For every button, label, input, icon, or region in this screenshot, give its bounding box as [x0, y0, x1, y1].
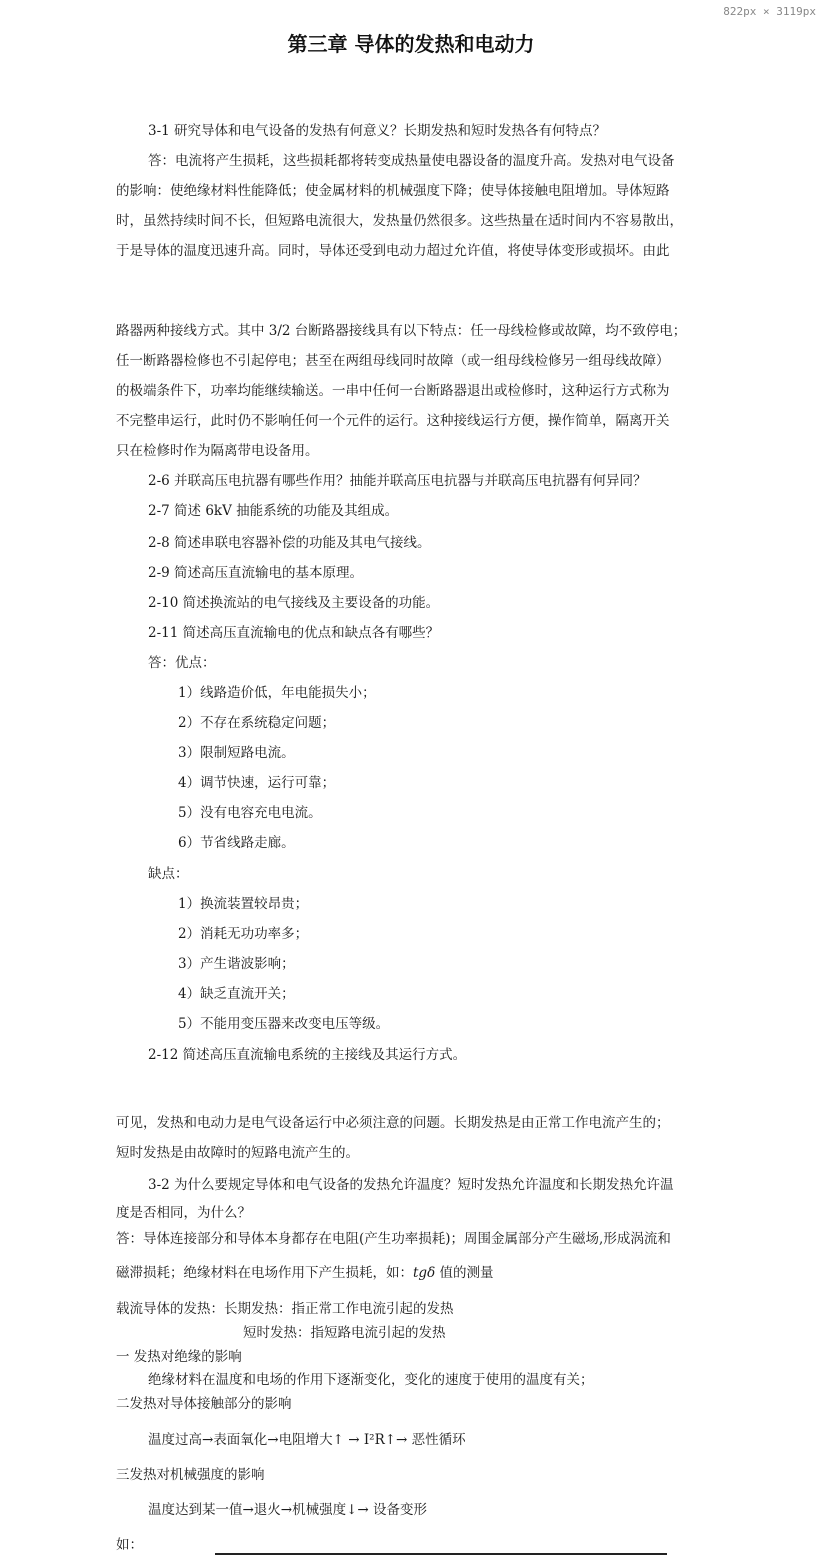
list-item: 1）线路造价低，年电能损失小；	[178, 685, 376, 701]
list-item: 3）限制短路电流。	[178, 745, 295, 761]
question-3-1: 3-1 研究导体和电气设备的发热有何意义？长期发热和短时发热各有何特点？	[148, 123, 607, 139]
list-item: 4）缺乏直流开关；	[178, 986, 295, 1002]
answer-line: 答：导体连接部分和导体本身都存在电阻(产生功率损耗)；周围金属部分产生磁场,形成涡流和	[116, 1231, 671, 1247]
formula-line: 温度达到某一值→退火→机械强度↓→ 设备变形	[148, 1502, 428, 1518]
paragraph-line: 可见，发热和电动力是电气设备运行中必须注意的问题。长期发热是由正常工作电流产生的；	[116, 1115, 670, 1131]
list-item: 5）不能用变压器来改变电压等级。	[178, 1016, 390, 1032]
formula-line: 温度过高→表面氧化→电阻增大↑ → I²R↑→ 恶性循环	[148, 1432, 466, 1448]
chapter-title: 第三章 导体的发热和电动力	[287, 32, 535, 56]
list-item: 2）不存在系统稳定问题；	[178, 715, 336, 731]
question-2-7: 2-7 简述 6kV 抽能系统的功能及其组成。	[148, 503, 399, 519]
question-line: 度是否相同，为什么？	[116, 1205, 251, 1221]
answer-line: 时，虽然持续时间不长，但短路电流很大，发热量仍然很多。这些热量在适时间内不容易散出，	[116, 213, 683, 229]
page-size-label: 822px × 3119px	[723, 5, 816, 18]
list-item: 5）没有电容充电电流。	[178, 805, 322, 821]
question-3-2: 3-2 为什么要规定导体和电气设备的发热允许温度？短时发热允许温度和长期发热允许温	[148, 1177, 674, 1193]
advantages-heading: 答：优点：	[148, 655, 216, 671]
answer-line: 的影响：使绝缘材料性能降低；使金属材料的机械强度下降；使导体接触电阻增加。导体短路	[116, 183, 670, 199]
paragraph-line: 只在检修时作为隔离带电设备用。	[116, 443, 319, 459]
list-item: 2）消耗无功功率多；	[178, 926, 309, 942]
heating-types-line: 载流导体的发热：长期发热：指正常工作电流引起的发热	[116, 1301, 454, 1317]
answer-text: 值的测量	[435, 1265, 494, 1281]
section-heading: 一 发热对绝缘的影响	[116, 1349, 242, 1365]
paragraph-line: 短时发热是由故障时的短路电流产生的。	[116, 1145, 359, 1161]
question-2-6: 2-6 并联高压电抗器有哪些作用？抽能并联高压电抗器与并联高压电抗器有何异同？	[148, 473, 647, 489]
paragraph-line: 路器两种接线方式。其中 3/2 台断路器接线具有以下特点：任一母线检修或故障，均不致停电；	[116, 323, 687, 339]
answer-text: 磁滞损耗；绝缘材料在电场作用下产生损耗，如：	[116, 1265, 413, 1281]
section-text: 绝缘材料在温度和电场的作用下逐渐变化，变化的速度于使用的温度有关；	[148, 1372, 594, 1388]
question-2-10: 2-10 简述换流站的电气接线及主要设备的功能。	[148, 595, 440, 611]
example-label: 如：	[116, 1537, 143, 1553]
answer-line: 于是导体的温度迅速升高。同时，导体还受到电动力超过允许值，将使导体变形或损坏。由此	[116, 243, 670, 259]
list-item: 6）节省线路走廊。	[178, 835, 295, 851]
paragraph-line: 不完整串运行，此时仍不影响任何一个元件的运行。这种接线运行方便，操作简单，隔离开关	[116, 413, 670, 429]
question-2-9: 2-9 简述高压直流输电的基本原理。	[148, 565, 364, 581]
paragraph-line: 任一断路器检修也不引起停电；甚至在两组母线同时故障（或一组母线检修另一组母线故障）	[116, 353, 670, 369]
list-item: 4）调节快速，运行可靠；	[178, 775, 336, 791]
formula-tg-delta: tgδ	[413, 1265, 436, 1281]
section-heading: 二发热对导体接触部分的影响	[116, 1396, 292, 1412]
question-2-11: 2-11 简述高压直流输电的优点和缺点各有哪些？	[148, 625, 440, 641]
paragraph-line: 的极端条件下，功率均能继续输送。一串中任何一台断路器退出或检修时，这种运行方式称为	[116, 383, 670, 399]
list-item: 3）产生谐波影响；	[178, 956, 295, 972]
question-2-12: 2-12 简述高压直流输电系统的主接线及其运行方式。	[148, 1047, 467, 1063]
underline-rule	[215, 1553, 667, 1555]
question-2-8: 2-8 简述串联电容器补偿的功能及其电气接线。	[148, 535, 431, 551]
disadvantages-heading: 缺点：	[148, 866, 189, 882]
answer-line	[116, 1263, 494, 1283]
list-item: 1）换流装置较昂贵；	[178, 896, 309, 912]
answer-line: 答：电流将产生损耗，这些损耗都将转变成热量使电器设备的温度升高。发热对电气设备	[148, 153, 675, 169]
section-heading: 三发热对机械强度的影响	[116, 1467, 265, 1483]
heating-types-line: 短时发热：指短路电流引起的发热	[243, 1325, 446, 1341]
